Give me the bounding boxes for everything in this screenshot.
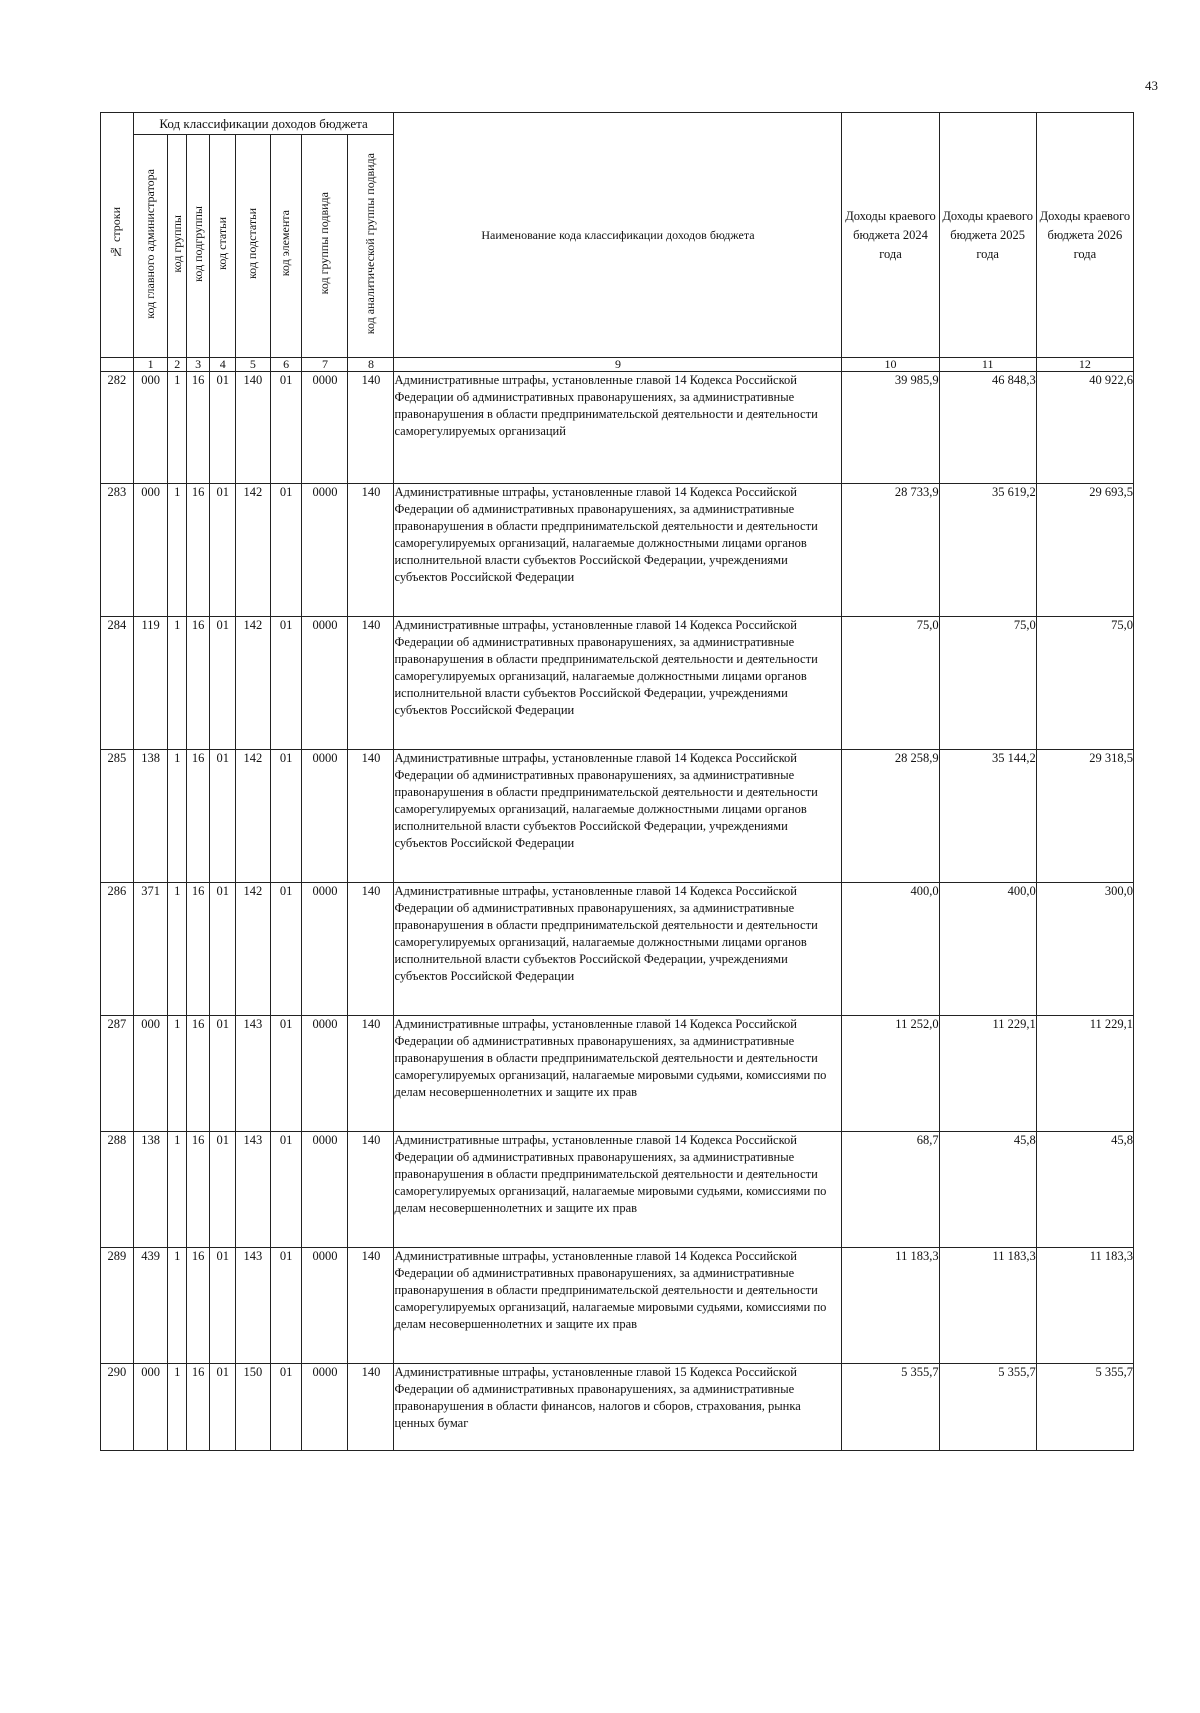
analytic-group-code-cell: 140 bbox=[348, 1364, 394, 1451]
income-2024-cell: 11 183,3 bbox=[842, 1248, 939, 1364]
element-code-cell: 01 bbox=[270, 484, 302, 617]
header-article-code: код статьи bbox=[210, 135, 236, 358]
group-code-cell: 1 bbox=[168, 617, 186, 750]
table-row bbox=[101, 1248, 1134, 1364]
subgroup-code-cell: 16 bbox=[186, 484, 210, 617]
row-number-cell: 285 bbox=[101, 750, 134, 883]
subarticle-code-cell: 143 bbox=[235, 1248, 270, 1364]
admin-code-cell: 000 bbox=[133, 372, 168, 484]
header-name: Наименование кода классификации доходов бюджета bbox=[394, 113, 842, 358]
income-2024-cell: 28 258,9 bbox=[842, 750, 939, 883]
element-code-cell: 01 bbox=[270, 1132, 302, 1248]
row-number-cell: 282 bbox=[101, 372, 134, 484]
income-2025-cell: 45,8 bbox=[939, 1132, 1036, 1248]
income-2024-cell: 68,7 bbox=[842, 1132, 939, 1248]
admin-code-cell: 138 bbox=[133, 750, 168, 883]
header-group-code: код группы bbox=[168, 135, 186, 358]
analytic-group-code-cell: 140 bbox=[348, 484, 394, 617]
subarticle-code-cell: 150 bbox=[235, 1364, 270, 1451]
column-numbers-row bbox=[101, 358, 1134, 372]
analytic-group-code-cell: 140 bbox=[348, 1016, 394, 1132]
subarticle-code-cell: 142 bbox=[235, 883, 270, 1016]
column-number: 8 bbox=[348, 358, 394, 372]
table-row bbox=[101, 750, 1134, 883]
analytic-group-code-cell: 140 bbox=[348, 1132, 394, 1248]
subarticle-code-cell: 142 bbox=[235, 484, 270, 617]
table-row bbox=[101, 372, 1134, 484]
income-2026-cell: 29 693,5 bbox=[1036, 484, 1133, 617]
column-number: 3 bbox=[186, 358, 210, 372]
subtype-group-code-cell: 0000 bbox=[302, 1248, 348, 1364]
subgroup-code-cell: 16 bbox=[186, 617, 210, 750]
header-row-number: № строки bbox=[101, 113, 134, 358]
income-2026-cell: 40 922,6 bbox=[1036, 372, 1133, 484]
subgroup-code-cell: 16 bbox=[186, 1132, 210, 1248]
row-number-cell: 288 bbox=[101, 1132, 134, 1248]
group-code-cell: 1 bbox=[168, 1364, 186, 1451]
group-code-cell: 1 bbox=[168, 1016, 186, 1132]
revenue-name-cell: Административные штрафы, установленные главой 14 Кодекса Российской Федерации об административных правонарушениях, за административные правонарушения в области предпринимательской деятельности и деятельности саморегулируемых организаций, налагаемые должностными лицами органов исполнительной власти субъектов Российской Федерации, учреждениями субъектов Российской Федерации bbox=[394, 484, 842, 617]
table-body bbox=[101, 372, 1134, 1451]
analytic-group-code-cell: 140 bbox=[348, 372, 394, 484]
income-2024-cell: 5 355,7 bbox=[842, 1364, 939, 1451]
table-row bbox=[101, 1016, 1134, 1132]
income-2025-cell: 35 144,2 bbox=[939, 750, 1036, 883]
table-row bbox=[101, 1364, 1134, 1451]
row-number-cell: 286 bbox=[101, 883, 134, 1016]
income-2024-cell: 11 252,0 bbox=[842, 1016, 939, 1132]
element-code-cell: 01 bbox=[270, 1364, 302, 1451]
analytic-group-code-cell: 140 bbox=[348, 1248, 394, 1364]
subgroup-code-cell: 16 bbox=[186, 372, 210, 484]
subtype-group-code-cell: 0000 bbox=[302, 617, 348, 750]
income-2025-cell: 46 848,3 bbox=[939, 372, 1036, 484]
admin-code-cell: 138 bbox=[133, 1132, 168, 1248]
subtype-group-code-cell: 0000 bbox=[302, 883, 348, 1016]
income-2026-cell: 11 229,1 bbox=[1036, 1016, 1133, 1132]
article-code-cell: 01 bbox=[210, 750, 236, 883]
revenue-name-cell: Административные штрафы, установленные главой 14 Кодекса Российской Федерации об административных правонарушениях, за административные правонарушения в области предпринимательской деятельности и деятельности саморегулируемых организаций, налагаемые должностными лицами органов исполнительной власти субъектов Российской Федерации, учреждениями субъектов Российской Федерации bbox=[394, 617, 842, 750]
column-number: 12 bbox=[1036, 358, 1133, 372]
admin-code-cell: 371 bbox=[133, 883, 168, 1016]
row-number-cell: 284 bbox=[101, 617, 134, 750]
admin-code-cell: 119 bbox=[133, 617, 168, 750]
column-number bbox=[101, 358, 134, 372]
admin-code-cell: 000 bbox=[133, 484, 168, 617]
revenue-name-cell: Административные штрафы, установленные главой 14 Кодекса Российской Федерации об административных правонарушениях, за административные правонарушения в области предпринимательской деятельности и деятельности саморегулируемых организаций, налагаемые мировыми судьями, комиссиями по делам несовершеннолетних и защите их прав bbox=[394, 1248, 842, 1364]
row-number-cell: 290 bbox=[101, 1364, 134, 1451]
table-row bbox=[101, 883, 1134, 1016]
article-code-cell: 01 bbox=[210, 1016, 236, 1132]
income-2026-cell: 5 355,7 bbox=[1036, 1364, 1133, 1451]
subarticle-code-cell: 143 bbox=[235, 1132, 270, 1248]
header-analytic-group-code: код аналитической группы подвида bbox=[348, 135, 394, 358]
revenue-name-cell: Административные штрафы, установленные главой 14 Кодекса Российской Федерации об административных правонарушениях, за административные правонарушения в области предпринимательской деятельности и деятельности саморегулируемых организаций, налагаемые должностными лицами органов исполнительной власти субъектов Российской Федерации, учреждениями субъектов Российской Федерации bbox=[394, 883, 842, 1016]
header-element-code: код элемента bbox=[270, 135, 302, 358]
subgroup-code-cell: 16 bbox=[186, 1248, 210, 1364]
table-row bbox=[101, 617, 1134, 750]
income-2024-cell: 39 985,9 bbox=[842, 372, 939, 484]
table-row bbox=[101, 1132, 1134, 1248]
revenue-name-cell: Административные штрафы, установленные главой 15 Кодекса Российской Федерации об административных правонарушениях, за административные правонарушения в области финансов, налогов и сборов, страхования, рынка ценных бумаг bbox=[394, 1364, 842, 1451]
income-2025-cell: 400,0 bbox=[939, 883, 1036, 1016]
subtype-group-code-cell: 0000 bbox=[302, 1364, 348, 1451]
income-2025-cell: 75,0 bbox=[939, 617, 1036, 750]
table-row bbox=[101, 484, 1134, 617]
subarticle-code-cell: 142 bbox=[235, 750, 270, 883]
group-code-cell: 1 bbox=[168, 484, 186, 617]
income-2025-cell: 11 183,3 bbox=[939, 1248, 1036, 1364]
column-number: 6 bbox=[270, 358, 302, 372]
column-number: 5 bbox=[235, 358, 270, 372]
article-code-cell: 01 bbox=[210, 883, 236, 1016]
article-code-cell: 01 bbox=[210, 1248, 236, 1364]
group-code-cell: 1 bbox=[168, 1248, 186, 1364]
analytic-group-code-cell: 140 bbox=[348, 617, 394, 750]
subtype-group-code-cell: 0000 bbox=[302, 484, 348, 617]
header-classification-group: Код классификации доходов бюджета bbox=[133, 113, 394, 135]
subgroup-code-cell: 16 bbox=[186, 1016, 210, 1132]
element-code-cell: 01 bbox=[270, 617, 302, 750]
income-2026-cell: 11 183,3 bbox=[1036, 1248, 1133, 1364]
income-2026-cell: 45,8 bbox=[1036, 1132, 1133, 1248]
income-2026-cell: 75,0 bbox=[1036, 617, 1133, 750]
element-code-cell: 01 bbox=[270, 1248, 302, 1364]
group-code-cell: 1 bbox=[168, 1132, 186, 1248]
header-income-2025: Доходы краевого бюджета 2025 года bbox=[939, 113, 1036, 358]
header-subarticle-code: код подстатьи bbox=[235, 135, 270, 358]
column-number: 7 bbox=[302, 358, 348, 372]
income-2025-cell: 11 229,1 bbox=[939, 1016, 1036, 1132]
page-number: 43 bbox=[1145, 78, 1158, 93]
column-number: 4 bbox=[210, 358, 236, 372]
header-admin-code: код главного администратора bbox=[133, 135, 168, 358]
group-code-cell: 1 bbox=[168, 883, 186, 1016]
element-code-cell: 01 bbox=[270, 372, 302, 484]
column-number: 1 bbox=[133, 358, 168, 372]
subgroup-code-cell: 16 bbox=[186, 883, 210, 1016]
subarticle-code-cell: 140 bbox=[235, 372, 270, 484]
subtype-group-code-cell: 0000 bbox=[302, 1132, 348, 1248]
budget-table bbox=[100, 112, 1134, 1451]
header-income-2026: Доходы краевого бюджета 2026 года bbox=[1036, 113, 1133, 358]
article-code-cell: 01 bbox=[210, 372, 236, 484]
header-subgroup-code: код подгруппы bbox=[186, 135, 210, 358]
element-code-cell: 01 bbox=[270, 1016, 302, 1132]
revenue-name-cell: Административные штрафы, установленные главой 14 Кодекса Российской Федерации об административных правонарушениях, за административные правонарушения в области предпринимательской деятельности и деятельности саморегулируемых организаций, налагаемые должностными лицами органов исполнительной власти субъектов Российской Федерации, учреждениями субъектов Российской Федерации bbox=[394, 750, 842, 883]
group-code-cell: 1 bbox=[168, 750, 186, 883]
subgroup-code-cell: 16 bbox=[186, 750, 210, 883]
admin-code-cell: 439 bbox=[133, 1248, 168, 1364]
row-number-cell: 283 bbox=[101, 484, 134, 617]
article-code-cell: 01 bbox=[210, 484, 236, 617]
admin-code-cell: 000 bbox=[133, 1016, 168, 1132]
revenue-name-cell: Административные штрафы, установленные главой 14 Кодекса Российской Федерации об административных правонарушениях, за административные правонарушения в области предпринимательской деятельности и деятельности саморегулируемых организаций, налагаемые мировыми судьями, комиссиями по делам несовершеннолетних и защите их прав bbox=[394, 1016, 842, 1132]
group-code-cell: 1 bbox=[168, 372, 186, 484]
income-2024-cell: 400,0 bbox=[842, 883, 939, 1016]
subtype-group-code-cell: 0000 bbox=[302, 750, 348, 883]
column-number: 11 bbox=[939, 358, 1036, 372]
subgroup-code-cell: 16 bbox=[186, 1364, 210, 1451]
income-2025-cell: 35 619,2 bbox=[939, 484, 1036, 617]
revenue-name-cell: Административные штрафы, установленные главой 14 Кодекса Российской Федерации об административных правонарушениях, за административные правонарушения в области предпринимательской деятельности и деятельности саморегулируемых организаций, налагаемые мировыми судьями, комиссиями по делам несовершеннолетних и защите их прав bbox=[394, 1132, 842, 1248]
column-number: 10 bbox=[842, 358, 939, 372]
income-2024-cell: 75,0 bbox=[842, 617, 939, 750]
revenue-name-cell: Административные штрафы, установленные главой 14 Кодекса Российской Федерации об административных правонарушениях, за административные правонарушения в области предпринимательской деятельности и деятельности саморегулируемых организаций bbox=[394, 372, 842, 484]
income-2024-cell: 28 733,9 bbox=[842, 484, 939, 617]
element-code-cell: 01 bbox=[270, 883, 302, 1016]
analytic-group-code-cell: 140 bbox=[348, 883, 394, 1016]
subarticle-code-cell: 142 bbox=[235, 617, 270, 750]
income-2026-cell: 29 318,5 bbox=[1036, 750, 1133, 883]
row-number-cell: 289 bbox=[101, 1248, 134, 1364]
subtype-group-code-cell: 0000 bbox=[302, 1016, 348, 1132]
header-income-2024: Доходы краевого бюджета 2024 года bbox=[842, 113, 939, 358]
column-number: 9 bbox=[394, 358, 842, 372]
column-number: 2 bbox=[168, 358, 186, 372]
income-2026-cell: 300,0 bbox=[1036, 883, 1133, 1016]
article-code-cell: 01 bbox=[210, 1132, 236, 1248]
article-code-cell: 01 bbox=[210, 617, 236, 750]
row-number-cell: 287 bbox=[101, 1016, 134, 1132]
analytic-group-code-cell: 140 bbox=[348, 750, 394, 883]
admin-code-cell: 000 bbox=[133, 1364, 168, 1451]
income-2025-cell: 5 355,7 bbox=[939, 1364, 1036, 1451]
article-code-cell: 01 bbox=[210, 1364, 236, 1451]
subtype-group-code-cell: 0000 bbox=[302, 372, 348, 484]
element-code-cell: 01 bbox=[270, 750, 302, 883]
header-subtype-group-code: код группы подвида bbox=[302, 135, 348, 358]
subarticle-code-cell: 143 bbox=[235, 1016, 270, 1132]
